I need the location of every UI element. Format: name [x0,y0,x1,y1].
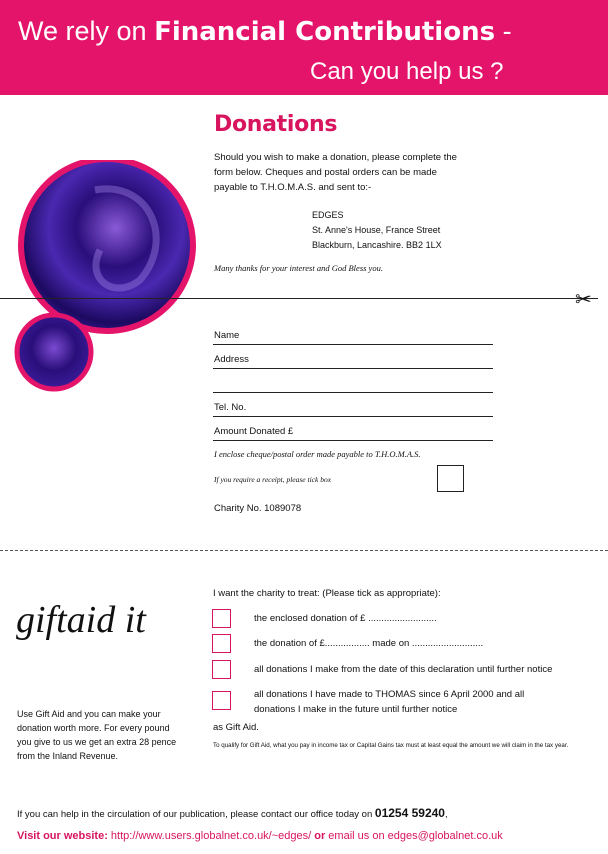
giftaid-blurb [17,707,202,763]
phone-number: 01254 59240 [374,806,445,820]
thanks-note: Many thanks for your interest and God Bless you. [214,263,383,273]
decorative-circles [0,160,215,400]
name-field[interactable] [213,326,493,345]
footer-text: If you can help in the circulation of our publication, please contact our office today on [17,809,375,820]
header-banner [0,0,608,95]
tel-label: Tel. No. [214,402,247,413]
footer-comma: , [444,809,448,820]
option-3-label: all donations I make from the date of this declaration until further notice [254,664,553,675]
option-4-line-2: donations I make in the future until further notice [254,704,458,715]
giftaid-instruction: I want the charity to treat: (Please tick as appropriate): [213,588,441,599]
option-2-label: the donation of £................. made on ........................... [254,638,484,649]
address-field-line-2[interactable] [213,374,493,393]
small-circle [17,315,91,389]
receipt-checkbox[interactable] [437,465,464,492]
footer-contact [17,806,448,820]
giftaid-logo: giftaid it [16,599,146,641]
address-line: St. Anne's House, France Street [312,225,441,235]
website-link[interactable]: http://www.users.globalnet.co.uk/~edges/ [107,830,315,842]
or-label: or [314,830,326,842]
blurb-line: you give to us we get an extra 28 pence [17,737,177,747]
blurb-line: donation worth more. For every pound [17,723,170,733]
footer-web [17,830,503,842]
amount-field[interactable] [213,422,493,441]
visit-label: Visit our website: [17,830,108,842]
option-checkbox-1[interactable] [212,609,231,628]
charity-number: Charity No. 1089078 [214,503,302,514]
name-label: Name [214,330,240,341]
address-line: Blackburn, Lancashire. BB2 1LX [312,240,442,250]
banner-line-1 [18,16,512,47]
intro-line: form below. Cheques and postal orders can be made [214,167,437,178]
intro-line: payable to T.H.O.M.A.S. and sent to:- [214,182,372,193]
scissors-icon: ✂ [575,289,592,311]
enclose-note: I enclose cheque/postal order made payable to T.H.O.M.A.S. [214,449,421,459]
option-4-label [254,687,524,717]
email-link[interactable]: email us on edges@globalnet.co.uk [325,830,503,842]
cut-line [0,298,598,299]
tel-field[interactable] [213,398,493,417]
option-checkbox-2[interactable] [212,634,231,653]
dashed-divider [0,550,608,551]
option-4-line-1: all donations I have made to THOMAS since 6 April 2000 and all [254,689,525,700]
receipt-note: If you require a receipt, please tick box [214,475,332,484]
blurb-line: Use Gift Aid and you can make your [17,709,161,719]
blurb-line: from the Inland Revenue. [17,751,119,761]
banner-prefix: We rely on [18,16,155,46]
option-checkbox-4[interactable] [212,691,231,710]
address-field[interactable] [213,350,493,369]
option-checkbox-3[interactable] [212,660,231,679]
banner-bold: Financial Contributions [154,17,496,47]
intro-line: Should you wish to make a donation, please complete the [214,152,457,163]
postal-address [312,208,442,253]
address-label: Address [214,354,249,365]
amount-label: Amount Donated £ [214,426,294,437]
banner-line-2: Can you help us ? [310,58,504,85]
donations-heading: Donations [214,112,338,137]
small-print: To qualify for Gift Aid, what you pay in income tax or Capital Gains tax must at least equal the amount we will claim in the tax year. [213,742,569,749]
as-gift-aid: as Gift Aid. [213,722,259,733]
banner-suffix: - [495,16,512,46]
donations-intro [214,150,514,195]
option-1-label: the enclosed donation of £ .......................... [254,613,437,624]
address-line: EDGES [312,210,344,220]
